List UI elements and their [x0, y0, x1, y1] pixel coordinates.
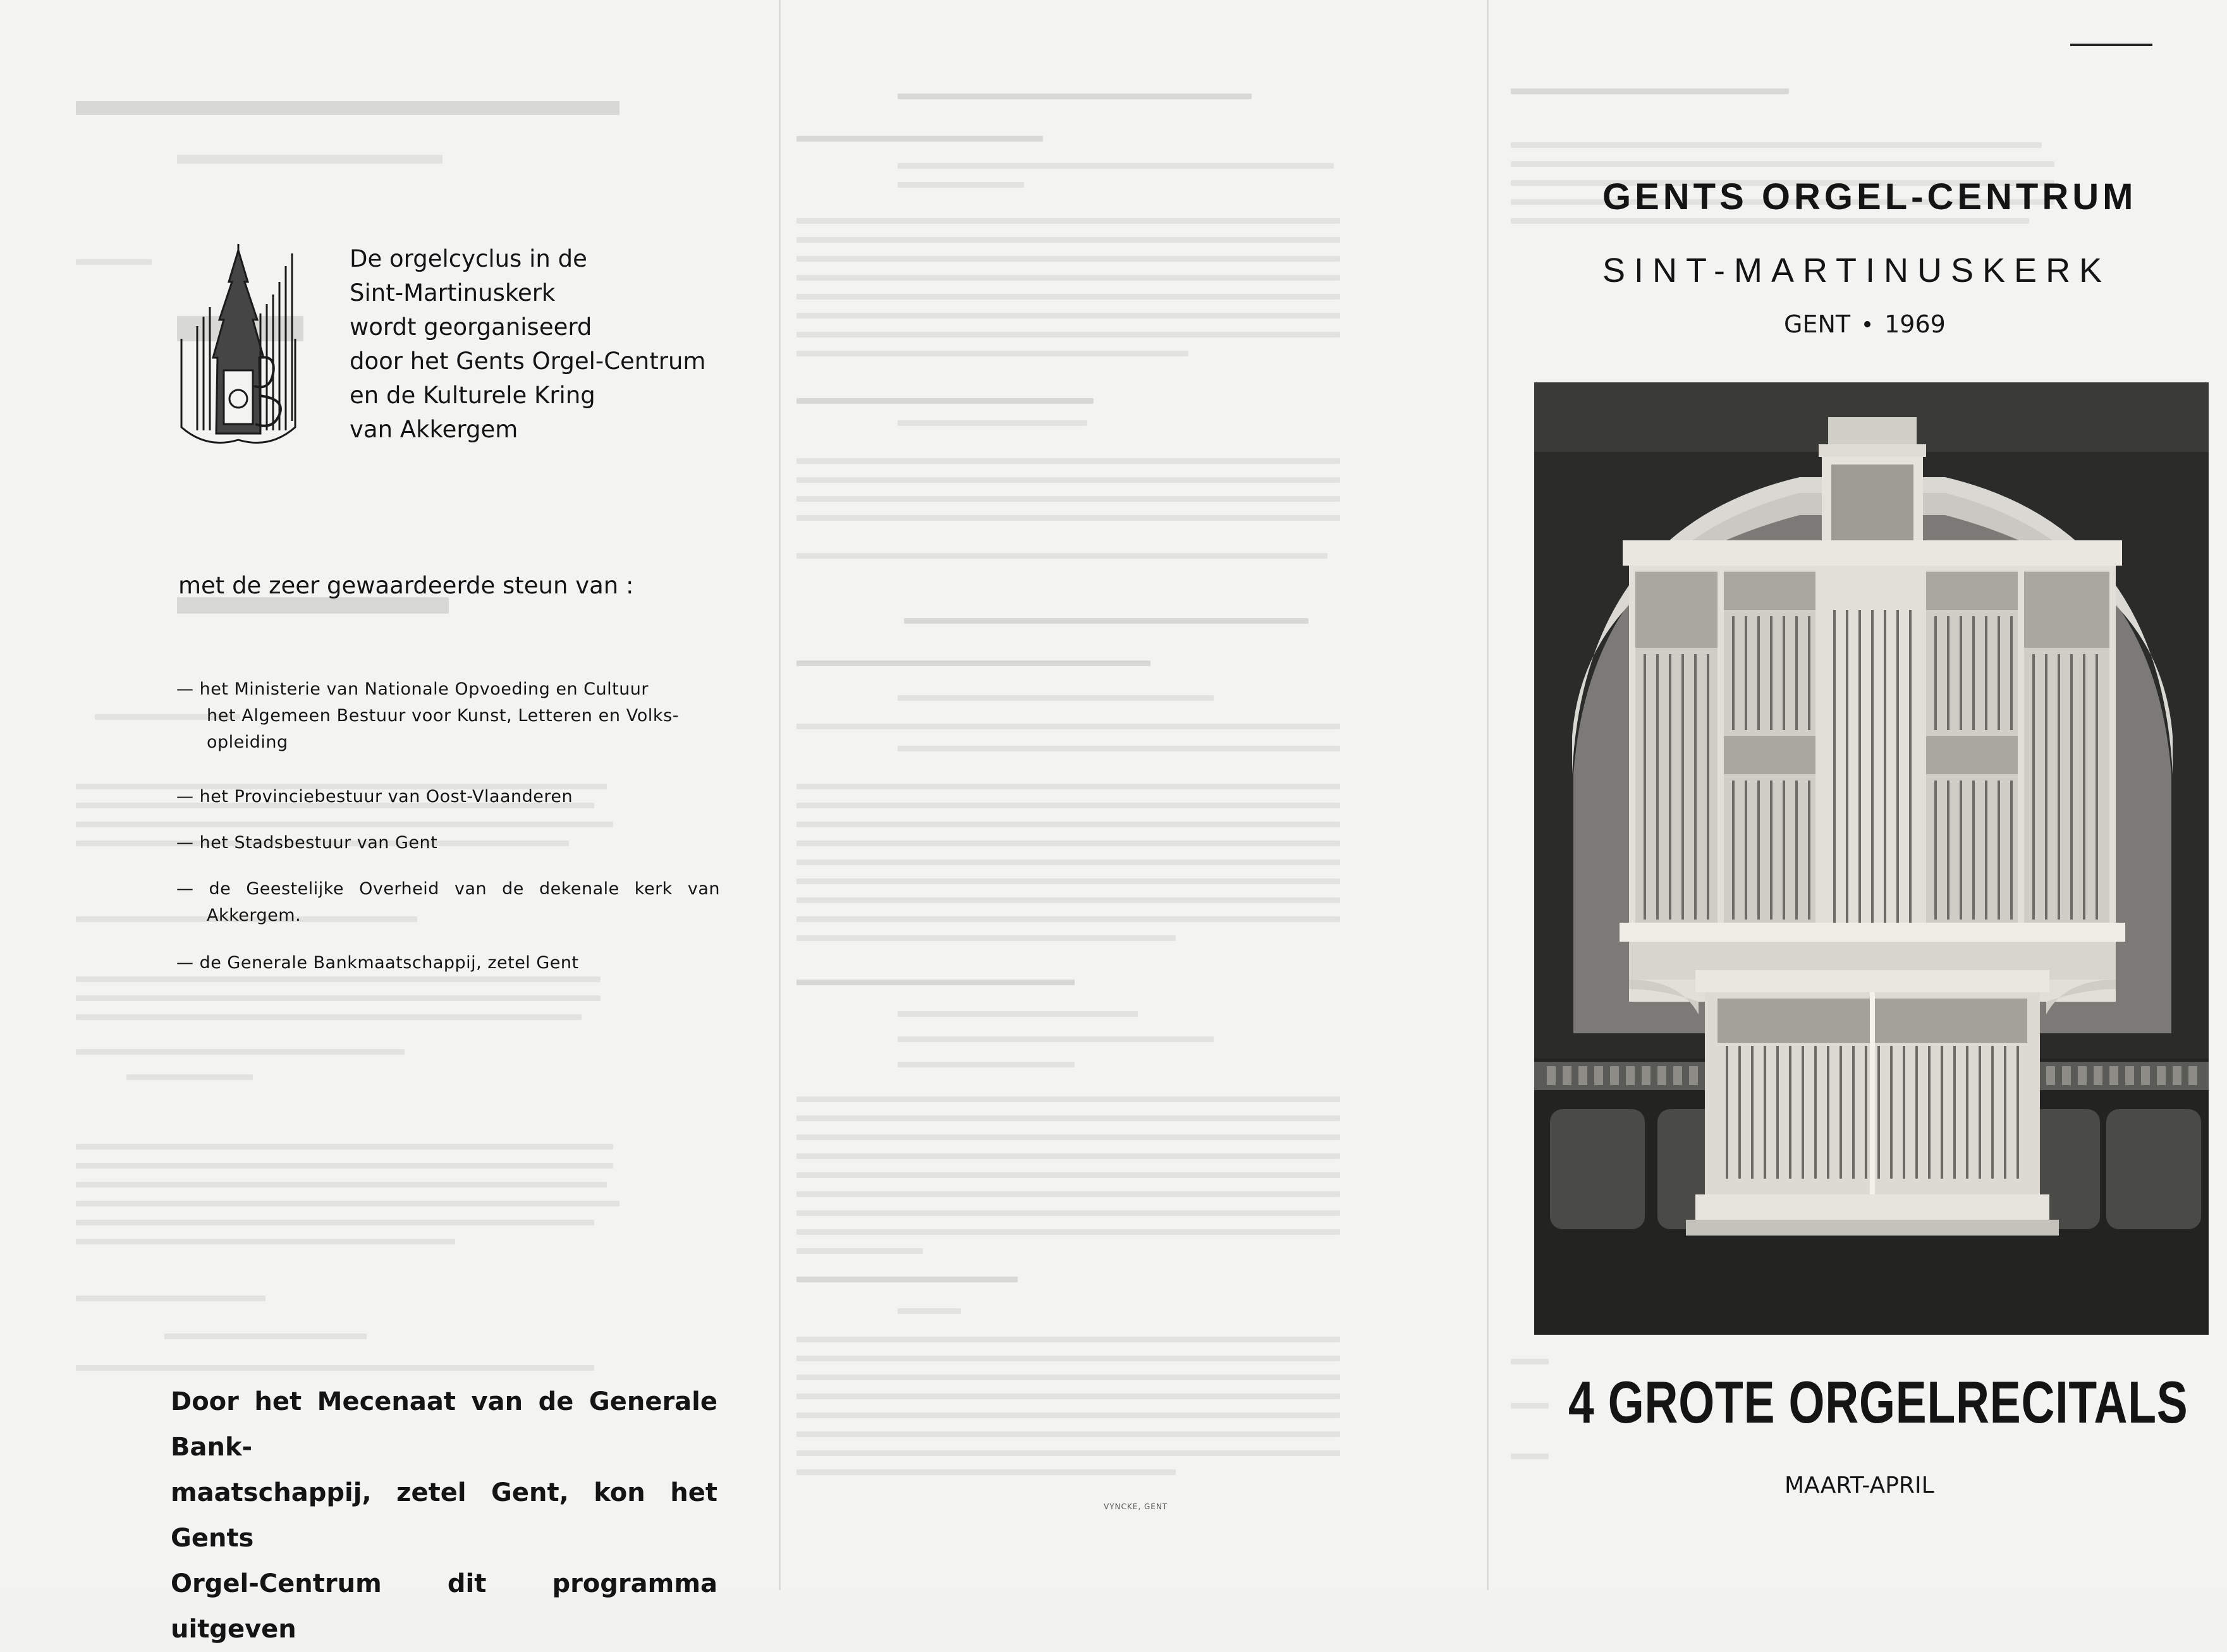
city: GENT	[1784, 310, 1851, 338]
sponsor-item	[176, 950, 579, 976]
patronage-line: maatschappij, zetel Gent, kon het Gents	[171, 1478, 717, 1553]
support-heading: met de zeer gewaardeerde steun van :	[178, 572, 634, 599]
patronage-line: Orgel-Centrum dit programma uitgeven	[171, 1569, 717, 1644]
intro-line: wordt georganiseerd	[350, 313, 592, 341]
organizer-intro	[350, 242, 705, 447]
sponsor-line: — het Stadsbestuur van Gent	[176, 833, 438, 853]
intro-line: van Akkergem	[350, 416, 518, 443]
city-year	[1784, 310, 1946, 338]
recital-title: 4 GROTE ORGELRECITALS	[1568, 1369, 2188, 1435]
organ-photograph	[1534, 382, 2209, 1335]
church-name: SINT-MARTINUSKERK	[1602, 252, 2111, 289]
sponsor-line: — de Generale Bankmaatschappij, zetel Gent	[176, 953, 579, 973]
sponsor-item	[176, 876, 720, 902]
sponsor-item	[176, 676, 679, 756]
right-fold-line	[1487, 0, 1489, 1590]
sponsor-item-continuation	[207, 902, 301, 929]
bullet-dot	[1864, 321, 1870, 327]
intro-line: door het Gents Orgel-Centrum	[350, 348, 706, 375]
sponsor-line: opleiding	[207, 732, 288, 752]
patronage-line: Door het Mecenaat van de Generale Bank-	[171, 1387, 717, 1462]
sponsor-line: — het Provinciebestuur van Oost-Vlaanderen	[176, 787, 573, 806]
sponsor-line: het Algemeen Bestuur voor Kunst, Letteren en Volks-	[207, 706, 680, 726]
recital-months: MAART-APRIL	[1785, 1473, 1934, 1498]
sponsor-item	[176, 784, 573, 810]
organ-case-illustration	[1534, 382, 2209, 1335]
intro-line: De orgelcyclus in de	[350, 245, 587, 272]
year: 1969	[1884, 310, 1946, 338]
intro-line: en de Kulturele Kring	[350, 382, 595, 409]
left-fold-line	[779, 0, 781, 1590]
corner-rule	[2070, 44, 2152, 46]
sponsor-item	[176, 830, 437, 856]
sponsor-line: — de Geestelijke Overheid van de dekenale kerk van	[176, 879, 720, 899]
organ-church-logo	[178, 244, 298, 446]
sponsor-line: Akkergem.	[207, 906, 302, 925]
organization-heading: GENTS ORGEL-CENTRUM	[1602, 176, 2137, 217]
patronage-statement	[171, 1379, 717, 1652]
sponsor-line: — het Ministerie van Nationale Opvoeding en Cultuur	[176, 679, 649, 699]
printer-credit: VYNCKE, GENT	[1104, 1502, 1168, 1511]
intro-line: Sint-Martinuskerk	[350, 279, 556, 307]
